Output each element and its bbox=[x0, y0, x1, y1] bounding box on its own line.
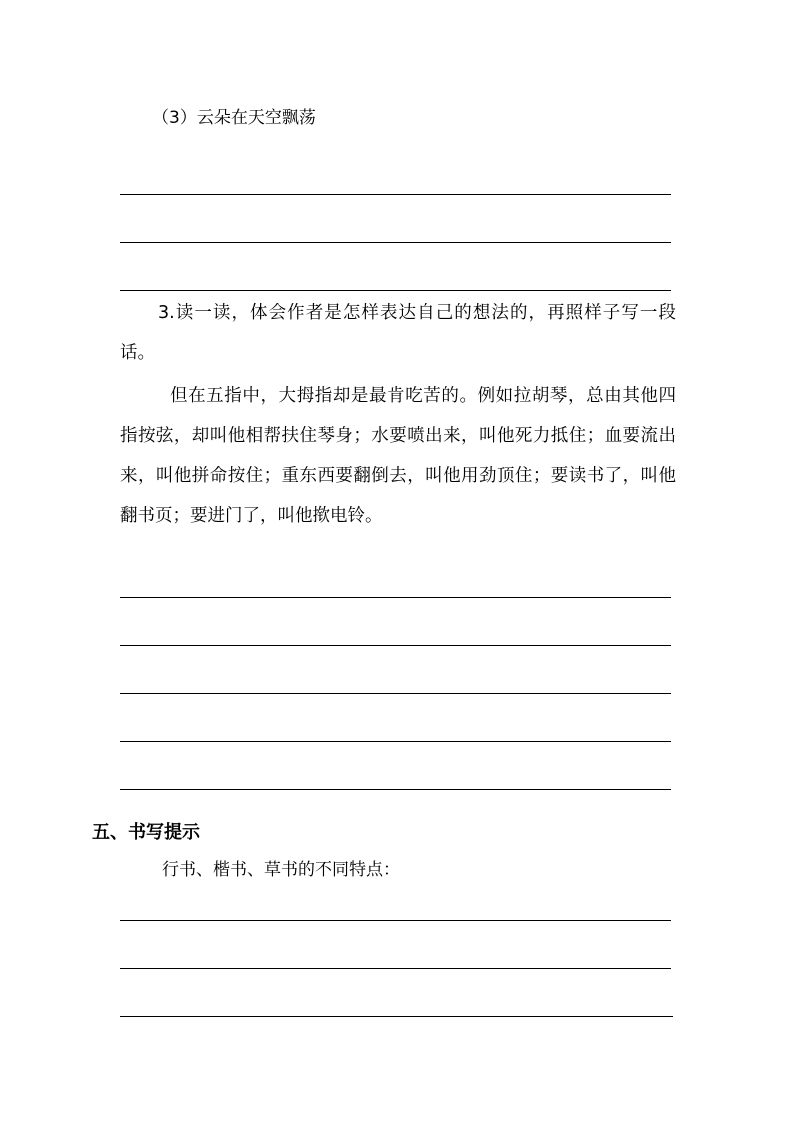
question-3-text: 3.读一读，体会作者是怎样表达自己的想法的，再照样子写一段话。 bbox=[120, 303, 676, 363]
section-5-heading: 五、书写提示 bbox=[92, 822, 200, 843]
section-5-prompt: 行书、楷书、草书的不同特点： bbox=[162, 860, 400, 880]
answer-line[interactable] bbox=[120, 645, 671, 646]
answer-line[interactable] bbox=[120, 920, 671, 921]
item-3-label: （3）云朵在天空飘荡 bbox=[152, 108, 316, 128]
answer-line[interactable] bbox=[120, 242, 671, 243]
answer-line[interactable] bbox=[120, 693, 671, 694]
answer-line[interactable] bbox=[120, 597, 671, 598]
answer-line[interactable] bbox=[120, 1016, 673, 1017]
answer-line[interactable] bbox=[120, 741, 671, 742]
example-passage: 但在五指中，大拇指却是最肯吃苦的。例如拉胡琴，总由其他四指按弦，却叫他相帮扶住琴身；水要喷出来，叫他死力抵住；血要流出来，叫他拼命按住；重东西要翻倒去，叫他用劲顶住；要读书了，叫他翻书页；要进门了，叫他揿电铃。 bbox=[120, 386, 676, 526]
answer-line[interactable] bbox=[120, 789, 671, 790]
answer-line[interactable] bbox=[120, 194, 671, 195]
answer-line[interactable] bbox=[120, 290, 671, 291]
answer-line[interactable] bbox=[120, 968, 671, 969]
